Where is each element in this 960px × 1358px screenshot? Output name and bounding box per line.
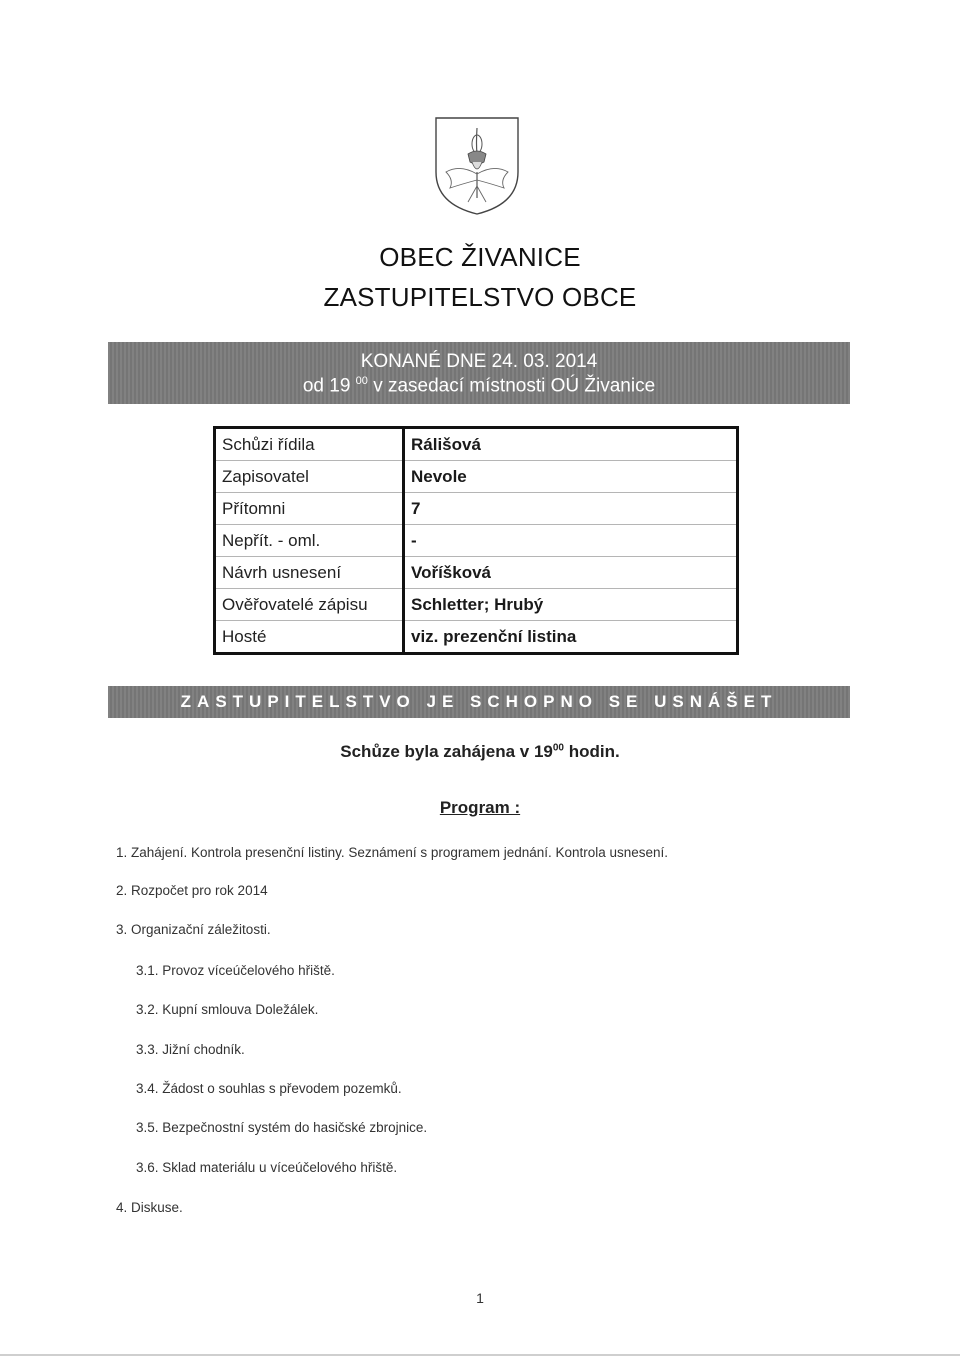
agenda-subitem: 3.3. Jižní chodník. bbox=[136, 1042, 245, 1057]
table-row bbox=[215, 525, 738, 557]
info-label: Ověřovatelé zápisu bbox=[215, 589, 404, 621]
agenda-item: 3. Organizační záležitosti. bbox=[116, 922, 271, 937]
coat-of-arms-icon bbox=[432, 114, 522, 218]
info-value: 7 bbox=[404, 493, 738, 525]
meeting-time-minutes: 00 bbox=[355, 375, 368, 387]
info-value: Schletter; Hrubý bbox=[404, 589, 738, 621]
meeting-time: od 19 bbox=[302, 375, 351, 397]
quorum-banner: ZASTUPITELSTVO JE SCHOPNO SE USNÁŠET bbox=[108, 686, 850, 718]
info-value: - bbox=[404, 525, 738, 557]
program-heading: Program : bbox=[439, 798, 521, 817]
agenda-subitem: 3.2. Kupní smlouva Doležálek. bbox=[136, 1002, 319, 1017]
info-label: Nepřít. - oml. bbox=[215, 525, 404, 557]
meeting-date: KONANÉ DNE 24. 03. 2014 bbox=[360, 351, 598, 372]
info-value: viz. prezenční listina bbox=[411, 626, 577, 646]
meeting-banner bbox=[108, 342, 850, 404]
info-label: Zapisovatel bbox=[215, 461, 404, 493]
meeting-info-table bbox=[213, 426, 739, 655]
municipality-title: OBEC ŽIVANICE bbox=[379, 242, 581, 272]
start-minutes: 00 bbox=[552, 742, 564, 754]
info-label: Návrh usnesení bbox=[215, 557, 404, 589]
agenda-subitem: 3.6. Sklad materiálu u víceúčelového hřiště. bbox=[136, 1160, 398, 1175]
page-edge-divider bbox=[0, 1354, 960, 1356]
table-row bbox=[215, 557, 738, 589]
info-value: Rálišová bbox=[404, 428, 738, 461]
agenda-subitem: 3.4. Žádost o souhlas s převodem pozemků. bbox=[136, 1081, 402, 1096]
meeting-start-statement bbox=[0, 742, 960, 762]
info-label: Přítomni bbox=[215, 493, 404, 525]
agenda-subitem: 3.1. Provoz víceúčelového hřiště. bbox=[136, 963, 335, 978]
start-text: Schůze byla zahájena v 19 bbox=[340, 742, 553, 761]
info-value: Nevole bbox=[404, 461, 738, 493]
table-row bbox=[215, 428, 738, 461]
meeting-room: v zasedací místnosti OÚ Živanice bbox=[373, 375, 656, 397]
council-title: ZASTUPITELSTVO OBCE bbox=[323, 282, 637, 312]
agenda-subitem: 3.5. Bezpečnostní systém do hasičské zbrojnice. bbox=[136, 1120, 428, 1135]
info-label: Schůzi řídila bbox=[215, 428, 404, 461]
page-number: 1 bbox=[476, 1290, 484, 1306]
info-label: Hosté bbox=[215, 621, 404, 654]
table-row bbox=[215, 589, 738, 621]
agenda-item: 4. Diskuse. bbox=[116, 1200, 183, 1215]
table-row bbox=[215, 621, 738, 654]
table-row bbox=[215, 461, 738, 493]
start-suffix: hodin. bbox=[568, 742, 620, 761]
info-value: Voříšková bbox=[404, 557, 738, 589]
agenda-item: 1. Zahájení. Kontrola presenční listiny. Seznámení s programem jednání. Kontrola usnesení. bbox=[116, 845, 669, 860]
agenda-item: 2. Rozpočet pro rok 2014 bbox=[116, 883, 268, 898]
table-row bbox=[215, 493, 738, 525]
meeting-place bbox=[108, 373, 850, 397]
